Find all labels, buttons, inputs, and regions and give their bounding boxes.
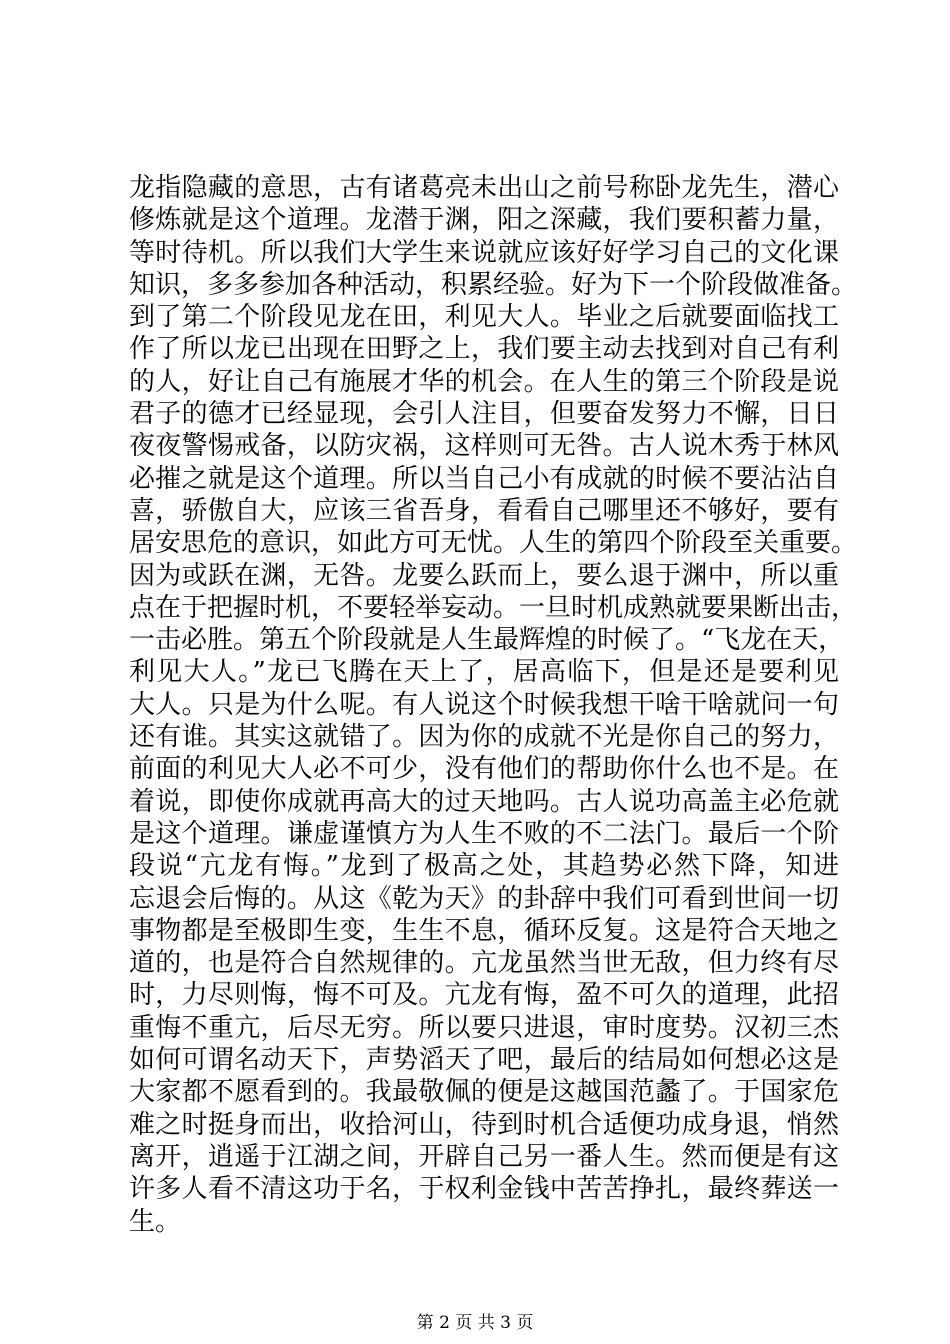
page-number-footer: 第 2 页 共 3 页	[416, 1313, 534, 1333]
text-line: 生。	[129, 1206, 182, 1237]
text-line: 因为或跃在渊，无咎。龙要么跃而上，要么退于渊中，所以重	[129, 560, 839, 591]
text-line: 是这个道理。谦虚谨慎方为人生不败的不二法门。最后一个阶	[129, 818, 839, 849]
text-line: 忘退会后悔的。从这《乾为天》的卦辞中我们可看到世间一切	[129, 883, 839, 914]
text-line: 道的，也是符合自然规律的。亢龙虽然当世无敌，但力终有尽	[129, 948, 839, 979]
text-line: 知识，多多参加各种活动，积累经验。好为下一个阶段做准备。	[129, 269, 858, 300]
text-line: 一击必胜。第五个阶段就是人生最辉煌的时候了。“飞龙在天，	[129, 625, 845, 656]
text-line: 时，力尽则悔，悔不可及。亢龙有悔，盈不可久的道理，此招	[129, 980, 839, 1011]
text-line: 还有谁。其实这就错了。因为你的成就不光是你自己的努力，	[129, 722, 839, 753]
text-line: 龙指隐藏的意思，古有诸葛亮未出山之前号称卧龙先生，潜心	[129, 173, 839, 203]
text-line: 前面的利见大人必不可少，没有他们的帮助你什么也不是。在	[129, 754, 839, 785]
text-line: 事物都是至极即生变，生生不息，循环反复。这是符合天地之	[129, 915, 839, 946]
text-line: 如何可谓名动天下，声势滔天了吧，最后的结局如何想必这是	[129, 1045, 839, 1076]
body-paragraph	[129, 172, 858, 1238]
text-line: 难之时挺身而出，收拾河山，待到时机合适便功成身退，悄然	[129, 1109, 839, 1140]
text-line: 修炼就是这个道理。龙潜于渊，阳之深藏，我们要积蓄力量，	[129, 205, 839, 236]
text-line: 到了第二个阶段见龙在田，利见大人。毕业之后就要面临找工	[129, 302, 839, 333]
text-line: 作了所以龙已出现在田野之上，我们要主动去找到对自己有利	[129, 334, 839, 365]
text-line: 许多人看不清这功于名，于权利金钱中苦苦挣扎，最终葬送一	[129, 1174, 839, 1205]
text-line: 着说，即使你成就再高大的过天地吗。古人说功高盖主必危就	[129, 786, 839, 817]
text-line: 利见大人。”龙已飞腾在天上了，居高临下，但是还是要利见	[129, 657, 839, 688]
text-line: 君子的德才已经显现，会引人注目，但要奋发努力不懈，日日	[129, 399, 839, 430]
text-line: 点在于把握时机，不要轻举妄动。一旦时机成熟就要果断出击，	[129, 592, 858, 623]
text-line: 喜，骄傲自大，应该三省吾身，看看自己哪里还不够好，要有	[129, 495, 839, 526]
text-line: 居安思危的意识，如此方可无忧。人生的第四个阶段至关重要。	[129, 528, 858, 559]
text-line: 离开，逍遥于江湖之间，开辟自己另一番人生。然而便是有这	[129, 1141, 839, 1172]
text-line: 必摧之就是这个道理。所以当自己小有成就的时候不要沾沾自	[129, 463, 839, 494]
text-line: 大家都不愿看到的。我最敬佩的便是这越国范蠡了。于国家危	[129, 1077, 839, 1108]
text-line: 段说“亢龙有悔。”龙到了极高之处，其趋势必然下降，知进	[129, 851, 839, 882]
text-line: 的人，好让自己有施展才华的机会。在人生的第三个阶段是说	[129, 366, 839, 397]
text-line: 等时待机。所以我们大学生来说就应该好好学习自己的文化课	[129, 237, 839, 268]
text-line: 大人。只是为什么呢。有人说这个时候我想干啥干啥就问一句	[129, 689, 839, 720]
text-line: 夜夜警惕戒备，以防灾祸，这样则可无咎。古人说木秀于林风	[129, 431, 839, 462]
text-line: 重悔不重亢，后尽无穷。所以要只进退，审时度势。汉初三杰	[129, 1012, 839, 1043]
